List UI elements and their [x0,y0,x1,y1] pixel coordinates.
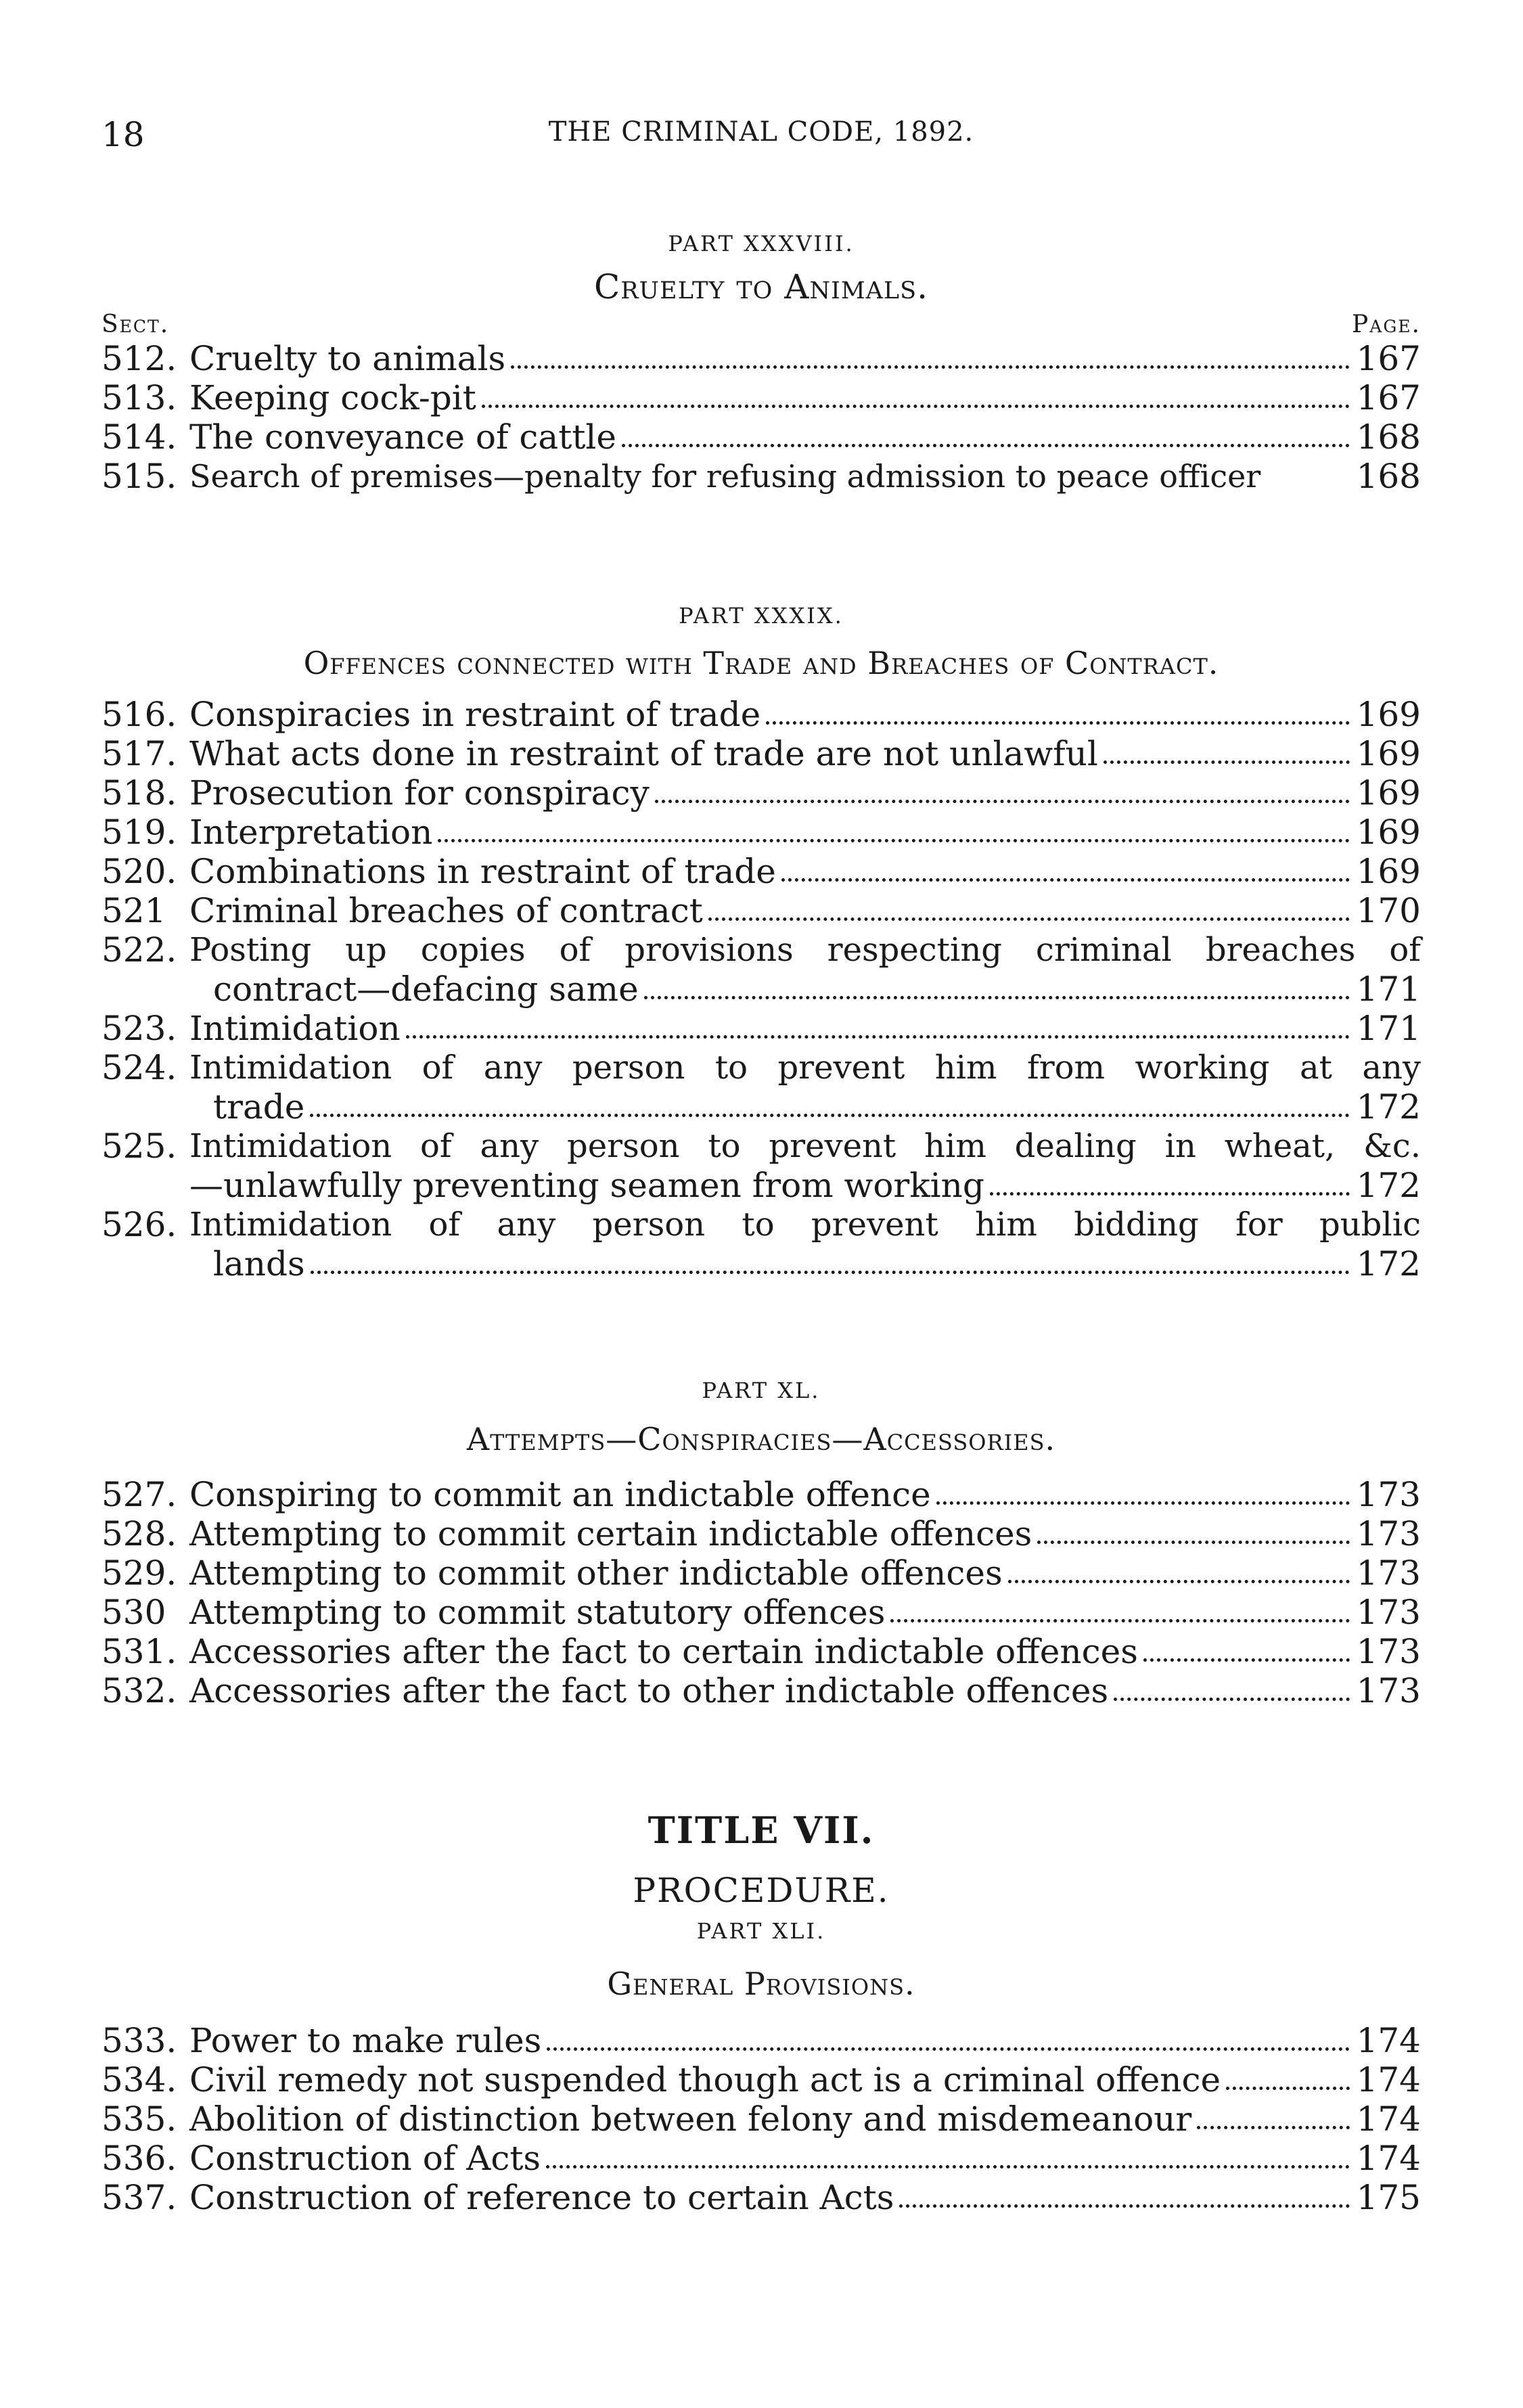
toc-entry [101,1553,1421,1593]
page-reference: 169 [1356,813,1421,852]
dot-leader [311,1271,1350,1274]
dot-leader [482,405,1350,408]
toc-entry [101,1475,1421,1514]
entry-text: Conspiracies in restraint of trade [189,695,761,734]
entry-text-continued: trade [213,1087,305,1127]
part-name: Cruelty to Animals. [593,267,929,306]
toc-entry [101,2178,1421,2217]
part-label: PART XXXVIII. [668,231,855,256]
dot-leader [781,878,1350,882]
entry-text: Abolition of distinction between felony and misdemeanour [189,2099,1192,2139]
section-number: 516. [101,695,177,734]
page-reference: 169 [1356,695,1421,734]
page-reference: 169 [1356,852,1421,891]
page-reference: 175 [1356,2178,1421,2217]
toc-entry [101,1048,1421,1127]
section-number: 534. [101,2060,177,2099]
part-label: PART XL. [702,1378,821,1403]
section-number: 522. [101,930,177,970]
entry-text: Intimidation of any person to prevent him bidding for public [189,1206,1421,1244]
section-number: 535. [101,2099,177,2139]
toc-entry [101,2021,1421,2060]
page-reference: 171 [1356,970,1421,1009]
page-heading: Page. [1352,311,1421,338]
toc-entry [101,1009,1421,1048]
section-number: 519. [101,813,177,852]
dot-leader [1226,2087,1349,2090]
title-subheading: PROCEDURE. [633,1871,890,1910]
part-name: General Provisions. [607,1966,915,2002]
dot-leader [655,800,1350,803]
entry-text: Accessories after the fact to other indictable offences [189,1671,1109,1710]
title-vii-section [101,1803,1421,2217]
section-number: 524. [101,1048,177,1087]
entry-text: Keeping cock-pit [189,378,476,417]
entry-text: Criminal breaches of contract [189,891,703,930]
toc-entry [101,1205,1421,1283]
page-reference: 173 [1356,1671,1421,1710]
page-reference: 167 [1356,339,1421,378]
toc-entry [101,457,1421,496]
entry-text: Civil remedy not suspended though act is a criminal offence [189,2060,1221,2099]
section-number: 527. [101,1475,177,1514]
page-title: THE CRIMINAL CODE, 1892. [548,116,974,147]
section-number: 518. [101,773,177,813]
entry-text-continued: —unlawfully preventing seamen from working [189,1166,984,1205]
dot-leader [547,2047,1349,2051]
toc-entry [101,891,1421,930]
dot-leader [890,1619,1349,1622]
entry-text: Construction of reference to certain Acts [189,2178,894,2217]
section-number: 520. [101,852,177,891]
part-name: Attempts—Conspiracies—Accessories. [466,1421,1056,1457]
section-number: 515. [101,457,177,496]
section-number: 523. [101,1009,177,1048]
page-number: 18 [101,115,145,154]
entry-text: Cruelty to animals [189,339,506,378]
page-reference: 174 [1356,2060,1421,2099]
entry-text: What acts done in restraint of trade are not unlawful [189,734,1098,773]
toc-entry [101,1593,1421,1632]
dot-leader [1104,760,1350,764]
section-number: 529. [101,1553,177,1593]
entry-text: Combinations in restraint of trade [189,852,776,891]
dot-leader [622,444,1350,447]
column-headings [101,308,1421,339]
toc-entry [101,1514,1421,1553]
page-reference: 174 [1356,2139,1421,2178]
page-reference: 174 [1356,2099,1421,2139]
section-number: 531. [101,1632,177,1671]
section-number: 517. [101,734,177,773]
entry-text: Conspiring to commit an indictable offence [189,1475,931,1514]
page-reference: 173 [1356,1632,1421,1671]
page-reference: 168 [1356,457,1421,496]
toc-entry [101,773,1421,813]
section-number: 514. [101,417,177,457]
page-reference: 173 [1356,1593,1421,1632]
page-reference: 169 [1356,773,1421,813]
entry-text: The conveyance of cattle [189,417,617,457]
entry-text: Accessories after the fact to certain indictable offences [189,1632,1138,1671]
section-number: 530 [101,1593,166,1632]
dot-leader [1197,2126,1349,2129]
part-label: PART XLI. [696,1918,826,1944]
section-number: 525. [101,1127,177,1166]
dot-leader [708,917,1350,921]
toc-entry [101,930,1421,1009]
page-reference: 171 [1356,1009,1421,1048]
toc-entry [101,1632,1421,1671]
section-number: 521 [101,891,166,930]
dot-leader [310,1114,1349,1117]
page-reference: 173 [1356,1553,1421,1593]
entry-text-continued: contract—defacing same [213,970,639,1009]
page-reference: 173 [1356,1514,1421,1553]
section-number: 528. [101,1514,177,1553]
toc-entry [101,852,1421,891]
page-reference: 174 [1356,2021,1421,2060]
running-head [101,115,1421,156]
part-xxxviii-section [101,227,1421,496]
section-number: 532. [101,1671,177,1710]
title-heading: TITLE VII. [647,1809,875,1852]
entry-text: Power to make rules [189,2021,542,2060]
dot-leader [511,365,1349,369]
dot-leader [546,2165,1349,2168]
dot-leader [990,1192,1350,1196]
entry-text: Construction of Acts [189,2139,541,2178]
entry-text: Attempting to commit other indictable offences [189,1553,1003,1593]
page-reference: 172 [1356,1244,1421,1283]
entry-text-continued: lands [213,1244,305,1283]
page-reference: 172 [1356,1166,1421,1205]
section-number: 526. [101,1205,177,1244]
section-number: 512. [101,339,177,378]
part-name: Offences connected with Trade and Breaches of Contract. [303,645,1219,681]
page-reference: 169 [1356,734,1421,773]
dot-leader [936,1501,1350,1505]
entry-text: Interpretation [189,813,433,852]
section-number: 537. [101,2178,177,2217]
section-number: 533. [101,2021,177,2060]
entry-text: Prosecution for conspiracy [189,773,650,813]
entry-text: Attempting to commit statutory offences [189,1593,886,1632]
toc-entry [101,813,1421,852]
toc-entry [101,2060,1421,2099]
toc-entry [101,1671,1421,1710]
section-number: 536. [101,2139,177,2178]
toc-entry [101,417,1421,457]
part-xl-section [101,1373,1421,1710]
toc-entry [101,734,1421,773]
entry-text: Intimidation of any person to prevent him from working at any [189,1049,1421,1087]
entry-text: Posting up copies of provisions respecting criminal breaches of [189,931,1421,969]
dot-leader [1263,483,1352,486]
dot-leader [1143,1658,1350,1662]
sect-heading: Sect. [101,311,170,338]
toc-entry [101,378,1421,417]
entry-text: Search of premises—penalty for refusing admission to peace officer [189,458,1261,495]
page-reference: 168 [1356,417,1421,457]
dot-leader [1114,1698,1349,1701]
dot-leader [644,996,1350,999]
page-reference: 172 [1356,1087,1421,1127]
page-reference: 170 [1356,891,1421,930]
page-reference: 173 [1356,1475,1421,1514]
part-xxxix-section [101,599,1421,1283]
dot-leader [1037,1541,1349,1544]
page-reference: 167 [1356,378,1421,417]
toc-entry [101,695,1421,734]
toc-entry [101,339,1421,378]
toc-entry [101,1127,1421,1205]
toc-entry [101,2099,1421,2139]
dot-leader [1008,1580,1350,1583]
toc-entry [101,2139,1421,2178]
dot-leader [766,721,1349,725]
dot-leader [899,2204,1349,2208]
dot-leader [438,839,1349,842]
entry-text: Attempting to commit certain indictable offences [189,1514,1032,1553]
dot-leader [406,1035,1350,1039]
section-number: 513. [101,378,177,417]
entry-text: Intimidation of any person to prevent him dealing in wheat, &c. [189,1127,1421,1165]
part-label: PART XXXIX. [679,603,844,629]
entry-text: Intimidation [189,1009,401,1048]
